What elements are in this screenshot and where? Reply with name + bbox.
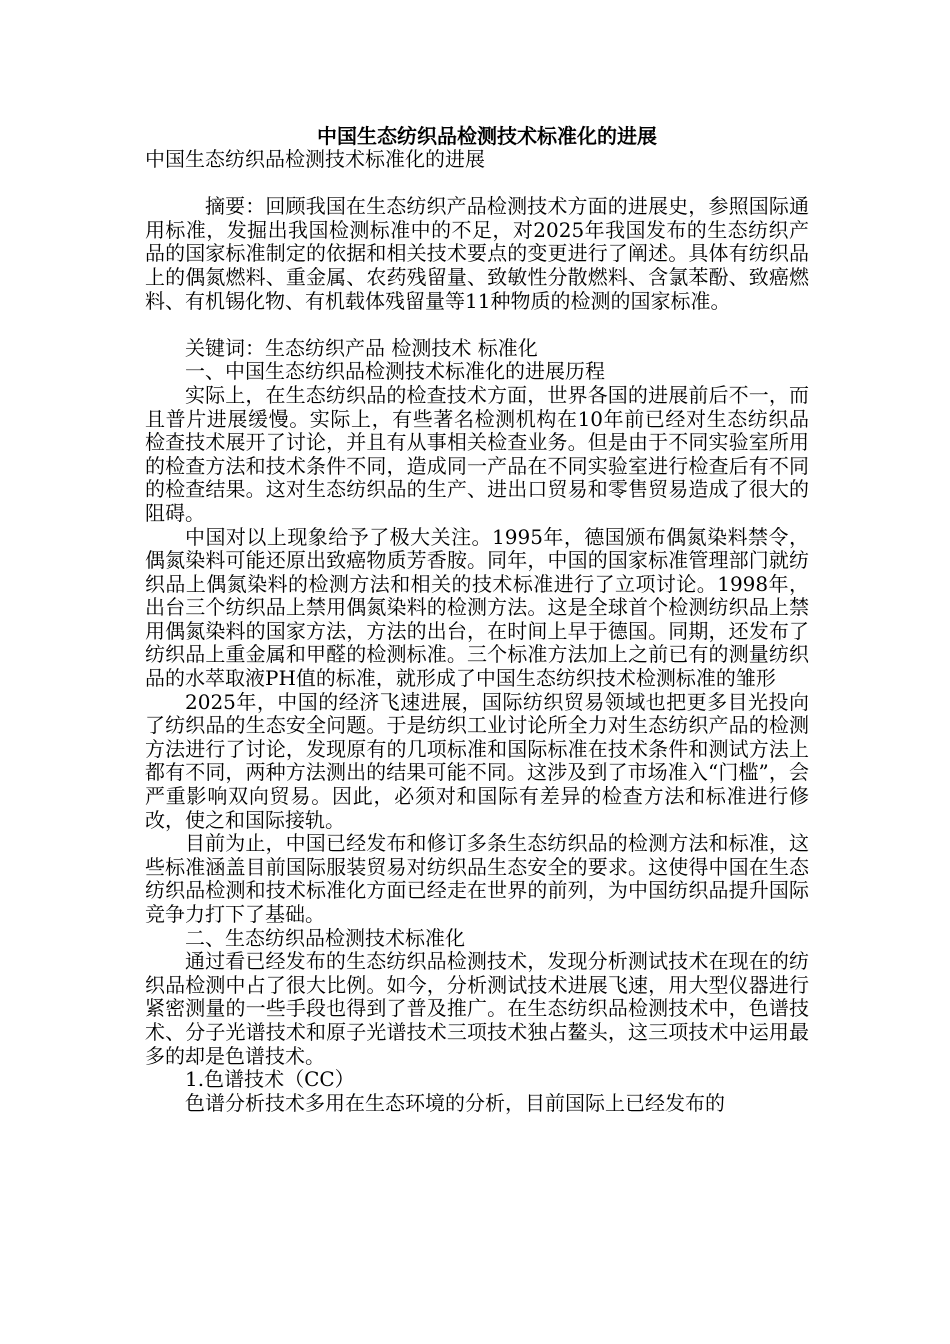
- document-subtitle: 中国生态纺织品检测技术标准化的进展: [145, 147, 485, 171]
- section-2-heading: 二、生态纺织品检测技术标准化: [185, 925, 465, 950]
- section-1-paragraph-2: 中国对以上现象给予了极大关注。1995年，德国颁布偶氮染料禁令，偶氮染料可能还原出致癌物质芳香胺。同年，中国的国家标准管理部门就纺织品上偶氮染料的检测方法和相关的技术标准进行了立项讨论。1998年，出台三个纺织品上禁用偶氮染料的检测方法。这是全球首个检测纺织品上禁用偶氮染料的国家方法，方法的出台，在时间上早于德国。同期，还发布了纺织品上重金属和甲醛的检测标准。三个标准方法加上之前已有的测量纺织品的水萃取液PH值的标准，就形成了中国生态纺织技术检测标准的雏形: [145, 524, 809, 691]
- subsection-1-heading: 1.色谱技术（CC）: [185, 1067, 355, 1092]
- blank-line: [145, 172, 809, 196]
- subsection-1-paragraph-1: 色谱分析技术多用在生态环境的分析，目前国际上已经发布的: [185, 1090, 725, 1115]
- document-title: 中国生态纺织品检测技术标准化的进展: [317, 124, 657, 148]
- section-1-heading: 一、中国生态纺织品检测技术标准化的进展历程: [185, 359, 605, 384]
- section-1-paragraph-1: 实际上，在生态纺织品的检查技术方面，世界各国的进展前后不一，而且普片进展缓慢。实际上，有些著名检测机构在10年前已经对生态纺织品检查技术展开了讨论，并且有从事相关检查业务。但是由于不同实验室所用的检查方法和技术条件不同，造成同一产品在不同实验室进行检查后有不同的检查结果。这对生态纺织品的生产、进出口贸易和零售贸易造成了很大的阻碍。: [145, 382, 809, 525]
- document-page: [145, 124, 809, 1115]
- section-1-paragraph-4: 目前为止，中国已经发布和修订多条生态纺织品的检测方法和标准，这些标准涵盖目前国际服装贸易对纺织品生态安全的要求。这使得中国在生态纺织品检测和技术标准化方面已经走在世界的前列，为中国纺织品提升国际竞争力打下了基础。: [145, 831, 809, 926]
- blank-line: [145, 313, 809, 337]
- abstract-paragraph: 摘要：回顾我国在生态纺织产品检测技术方面的进展史，参照国际通用标准，发掘出我国检测标准中的不足，对2025年我国发布的生态纺织产品的国家标准制定的依据和相关技术要点的变更进行了阐述。具体有纺织品上的偶氮燃料、重金属、农药残留量、致敏性分散燃料、含氯苯酚、致癌燃料、有机锡化物、有机载体残留量等11种物质的检测的国家标准。: [145, 194, 809, 313]
- section-2-paragraph-1: 通过看已经发布的生态纺织品检测技术，发现分析测试技术在现在的纺织品检测中占了很大比例。如今，分析测试技术进展飞速，用大型仪器进行紧密测量的一些手段也得到了普及推广。在生态纺织品检测技术中，色谱技术、分子光谱技术和原子光谱技术三项技术独占鳌头，这三项技术中运用最多的却是色谱技术。: [145, 949, 809, 1068]
- keywords-line: 关键词：生态纺织产品 检测技术 标准化: [185, 335, 538, 360]
- section-1-paragraph-3: 2025年，中国的经济飞速进展，国际纺织贸易领域也把更多目光投向了纺织品的生态安全问题。于是纺织工业讨论所全力对生态纺织产品的检测方法进行了讨论，发现原有的几项标准和国际标准在技术条件和测试方法上都有不同，两种方法测出的结果可能不同。这涉及到了市场准入“门槛”，会严重影响双向贸易。因此，必须对和国际有差异的检查方法和标准进行修改，使之和国际接轨。: [145, 689, 809, 832]
